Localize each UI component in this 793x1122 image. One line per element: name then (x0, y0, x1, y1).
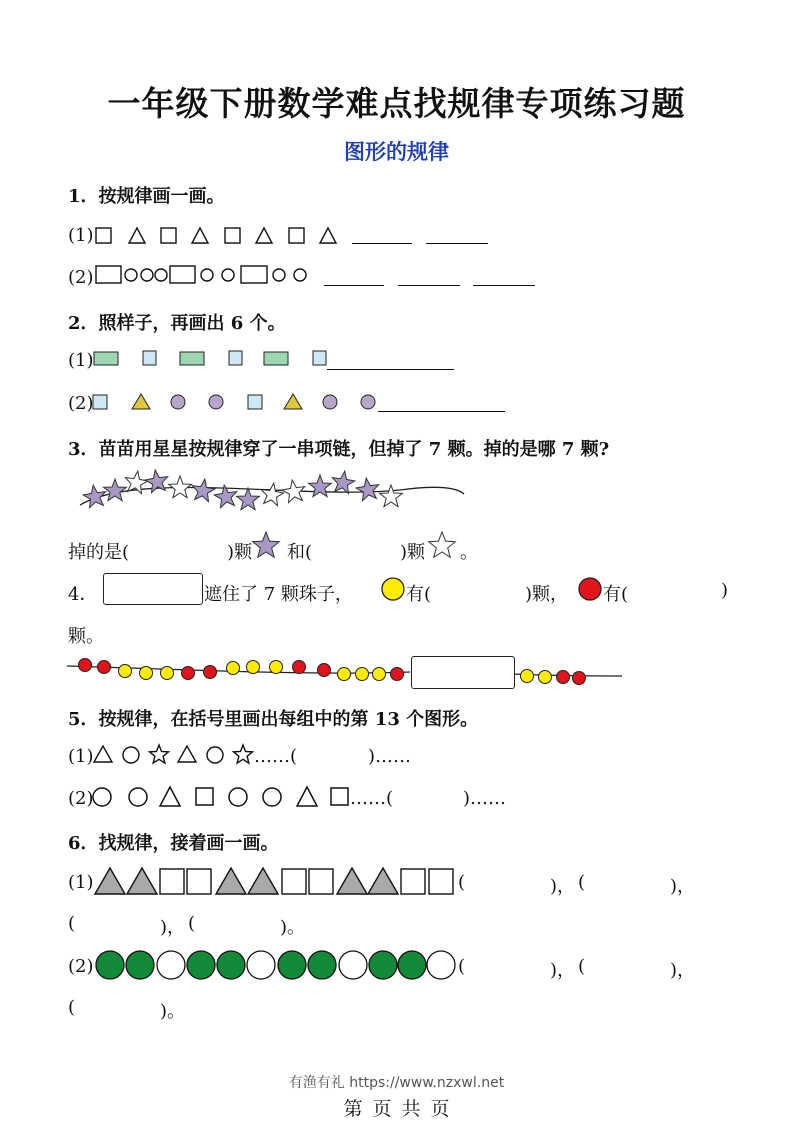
green-circle-shape (187, 951, 215, 979)
q3-answer-end: 。 (460, 542, 478, 563)
page-label: 共 (401, 1098, 421, 1120)
q5-sub2-label: (2) (68, 788, 94, 809)
q4-close1: )颗， (525, 584, 569, 605)
q6-open: ( (578, 872, 586, 893)
q3-answer-mid1: )颗 (227, 542, 253, 563)
q4-close2: ) (721, 580, 729, 601)
q5-sub2-end: )…… (463, 788, 507, 809)
q5-sub1-tail: ……( (254, 746, 298, 767)
page-label: 第 (343, 1098, 363, 1120)
q2-sub2-label: (2) (68, 393, 94, 414)
q6-open: ( (578, 956, 586, 977)
q6-close: )， (670, 960, 696, 981)
q3-answer-and: 和( (287, 542, 313, 563)
q6-stem: 6．找规律，接着画一画。 (68, 833, 279, 854)
q4-line2: 颗。 (68, 626, 104, 647)
white-circle-shape (427, 951, 455, 979)
q4-has2: 有( (603, 584, 629, 605)
q6-close: )， (160, 917, 186, 938)
page-number (0, 1094, 793, 1121)
green-circle-shape (369, 951, 397, 979)
q1-stem: 1．按规律画一画。 (68, 186, 225, 207)
footer-site: 有渔有礼 https://www.nzxwl.net (288, 1075, 505, 1091)
q4-text1: 遮住了 7 颗珠子， (204, 584, 353, 605)
q3-answer-prefix: 掉的是( (68, 542, 130, 563)
q6-close: )， (550, 960, 576, 981)
page-label: 页 (372, 1098, 392, 1120)
green-circle-shape (217, 951, 245, 979)
white-circle-shape (157, 951, 185, 979)
q6-open: ( (458, 872, 466, 893)
q6-close: )， (550, 876, 576, 897)
page-subtitle: 图形的规律 (344, 140, 449, 164)
q1-sub1-label: (1) (68, 225, 94, 246)
q5-sub2-tail: ……( (350, 788, 394, 809)
green-circle-shape (398, 951, 426, 979)
q1-sub2-label: (2) (68, 267, 94, 288)
green-circle-shape (126, 951, 154, 979)
q6-open: ( (188, 913, 196, 934)
q6-sub2-label: (2) (68, 956, 94, 977)
white-circle-shape (247, 951, 275, 979)
q5-stem: 5．按规律，在括号里画出每组中的第 13 个图形。 (68, 709, 479, 730)
q6-close: )。 (280, 917, 306, 938)
green-circle-shape (96, 951, 124, 979)
q4-has1: 有( (406, 584, 432, 605)
q2-sub1-label: (1) (68, 350, 94, 371)
q6-open: ( (68, 913, 76, 934)
white-circle-shape (339, 951, 367, 979)
q5-sub1-end: )…… (368, 746, 412, 767)
q6-close: )。 (160, 1001, 186, 1022)
q5-sub1-label: (1) (68, 746, 94, 767)
q3-answer-mid2: )颗 (400, 542, 426, 563)
green-circle-shape (308, 951, 336, 979)
q4-number: 4． (68, 584, 98, 605)
q6-open: ( (458, 956, 466, 977)
page-label: 页 (430, 1098, 450, 1120)
q6-close: )， (670, 876, 696, 897)
page-title: 一年级下册数学难点找规律专项练习题 (107, 84, 686, 123)
q6-open: ( (68, 997, 76, 1018)
q2-stem: 2．照样子，再画出 6 个。 (68, 313, 286, 334)
green-circle-shape (278, 951, 306, 979)
q6-sub1-label: (1) (68, 872, 94, 893)
q3-stem: 3．苗苗用星星按规律穿了一串项链，但掉了 7 颗。掉的是哪 7 颗? (68, 439, 610, 460)
